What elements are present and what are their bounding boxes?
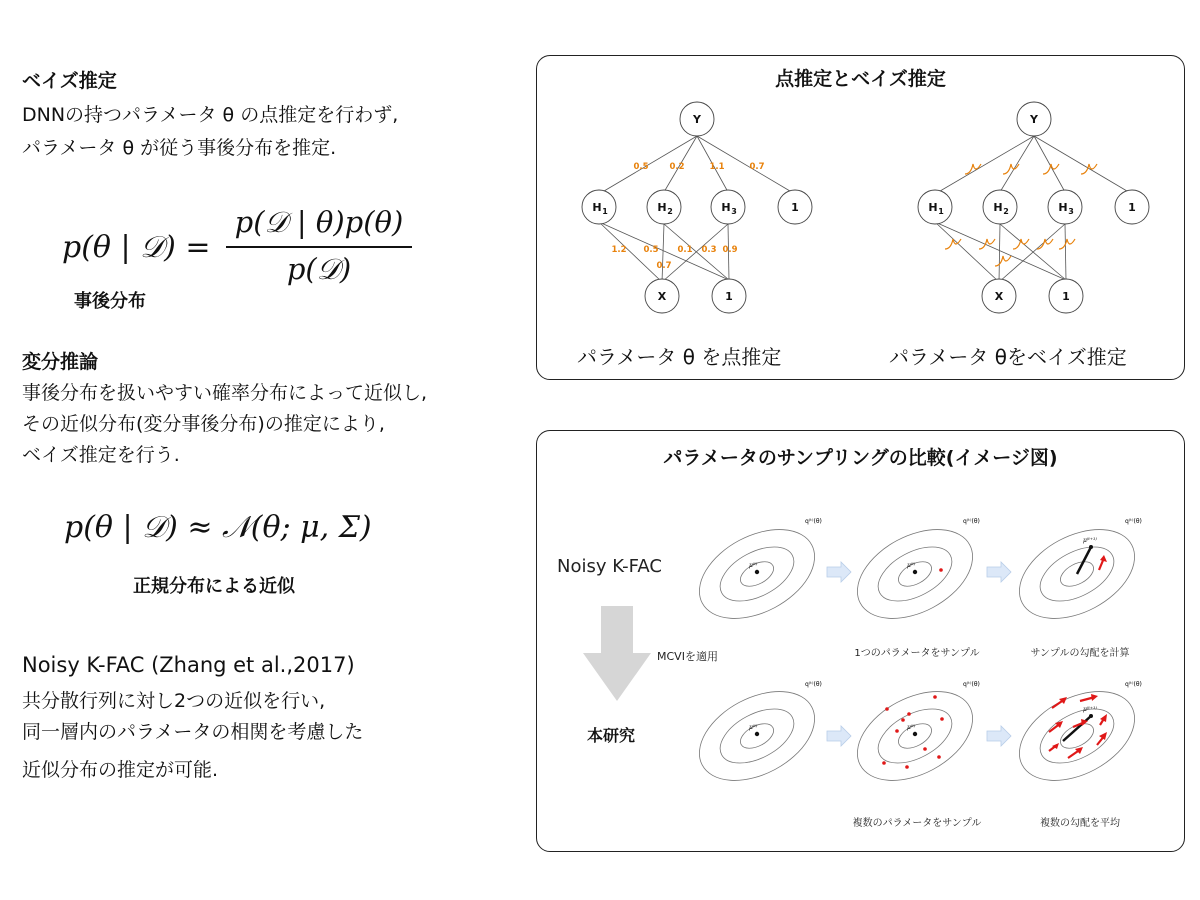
node-y-left-label: Y — [693, 113, 701, 126]
weight-label: 0.7 — [656, 261, 672, 271]
mean-point — [1089, 545, 1093, 549]
vi-heading: 変分推論 — [22, 351, 99, 373]
caption-compute-gradient: サンプルの勾配を計算 — [1030, 648, 1130, 659]
vi-line-3: ベイズ推定を行う. — [22, 444, 180, 466]
sample-points — [882, 695, 944, 769]
caption-point-estimate: パラメータ θ を点推定 — [577, 345, 782, 369]
q-label: q⁽ᵗ⁾(θ) — [963, 518, 980, 525]
q-label: q⁽ᵗ⁾(θ) — [1125, 681, 1142, 688]
vi-line-2: その近似分布(変分事後分布)の推定により, — [22, 413, 385, 435]
mu-label: μ⁽ᵗ⁾ — [907, 724, 916, 731]
sample-point — [939, 568, 943, 572]
node-h3-right-sub: 3 — [1068, 207, 1074, 216]
label-noisy-kfac: Noisy K-FAC — [557, 556, 662, 577]
panel-sampling-title: パラメータのサンプリングの比較(イメージ図) — [663, 447, 1058, 469]
point-estimate-network — [599, 136, 795, 282]
arrow-label-mcvi: MCVIを適用 — [657, 650, 718, 663]
equation-bayes-lhs: p(θ | 𝒟) = — [62, 230, 211, 265]
mean-point — [913, 732, 917, 736]
right-arrow-icon — [827, 562, 851, 582]
caption-sample-many: 複数のパラメータをサンプル — [852, 818, 982, 829]
node-bias-left-label: 1 — [791, 201, 799, 214]
caption-bayes-estimate: パラメータ θをベイズ推定 — [889, 345, 1127, 369]
q-label: q⁽ᵗ⁾(θ) — [963, 681, 980, 688]
weight-label: 0.2 — [669, 162, 685, 172]
weight-label: 0.9 — [722, 245, 738, 255]
gaussian-caption: 正規分布による近似 — [133, 576, 295, 597]
sampling-diagram — [537, 431, 1184, 851]
node-h3-left-sub: 3 — [731, 207, 737, 216]
ellipse-plot — [1004, 673, 1149, 798]
bayes-line-2: パラメータ θ が従う事後分布を推定. — [22, 137, 337, 159]
node-y-right-label: Y — [1030, 113, 1038, 126]
node-x-right-label: X — [994, 290, 1004, 303]
node-x-left-label: X — [657, 290, 667, 303]
mu-next-label: μ⁽ᵗ⁺¹⁾ — [1083, 706, 1097, 713]
mean-point — [1089, 714, 1093, 718]
right-arrow-icon — [987, 726, 1011, 746]
weight-label: 0.7 — [749, 162, 765, 172]
equation-bayes-denominator: p(𝒟) — [286, 252, 352, 286]
label-this-study: 本研究 — [587, 726, 636, 745]
equation-bayes-numerator: p(𝒟 | θ)p(θ) — [234, 205, 404, 239]
q-label: q⁽ᵗ⁾(θ) — [805, 681, 822, 688]
update-vector — [1063, 716, 1091, 741]
bayesian-network — [935, 136, 1132, 282]
caption-average-gradients: 複数の勾配を平均 — [1040, 818, 1120, 829]
node-xbias-right-label: 1 — [1062, 290, 1070, 303]
update-vector — [1077, 547, 1091, 574]
weight-label: 0.5 — [633, 162, 649, 172]
mu-label: μ⁽ᵗ⁾ — [749, 562, 758, 569]
weight-label: 1.1 — [709, 162, 725, 172]
node-h2-left-label: H — [657, 201, 667, 214]
right-arrow-icon — [827, 726, 851, 746]
mu-label: μ⁽ᵗ⁾ — [749, 724, 758, 731]
caption-sample-one: 1つのパラメータをサンプル — [854, 648, 980, 659]
fraction-bar — [226, 246, 412, 248]
kfac-line-3: 近似分布の推定が可能. — [22, 759, 219, 781]
bayes-heading: ベイズ推定 — [22, 70, 117, 92]
node-h2-right-label: H — [993, 201, 1003, 214]
node-h1-left-sub: 1 — [602, 207, 608, 216]
gradient-arrowhead — [1100, 555, 1107, 562]
panel-sampling-comparison — [536, 430, 1185, 852]
node-h2-right-sub: 2 — [1003, 207, 1009, 216]
node-h1-right-label: H — [928, 201, 938, 214]
mean-point — [913, 570, 917, 574]
node-bias-right-label: 1 — [1128, 201, 1136, 214]
mu-next-label: μ⁽ᵗ⁺¹⁾ — [1083, 537, 1097, 544]
node-h2-left-sub: 2 — [667, 207, 673, 216]
equation-gaussian: p(θ | 𝒟) ≈ 𝒩(θ; μ, Σ) — [64, 510, 372, 545]
kfac-line-2: 同一層内のパラメータの相関を考慮した — [22, 721, 364, 743]
weight-label: 1.2 — [611, 245, 627, 255]
vi-line-1: 事後分布を扱いやすい確率分布によって近似し, — [22, 382, 428, 404]
panel-point-vs-bayes-title: 点推定とベイズ推定 — [775, 68, 946, 90]
network-diagrams — [537, 56, 1184, 379]
mean-point — [755, 732, 759, 736]
mean-point — [755, 570, 759, 574]
bayes-line-1: DNNの持つパラメータ θ の点推定を行わず, — [22, 104, 399, 126]
posterior-caption: 事後分布 — [74, 291, 146, 312]
node-xbias-left-label: 1 — [725, 290, 733, 303]
kfac-heading: Noisy K-FAC (Zhang et al.,2017) — [22, 653, 355, 677]
q-label: q⁽ᵗ⁾(θ) — [805, 518, 822, 525]
mu-label: μ⁽ᵗ⁾ — [907, 562, 916, 569]
node-h1-left-label: H — [592, 201, 602, 214]
node-h1-right-sub: 1 — [938, 207, 944, 216]
down-arrow-icon — [583, 606, 651, 701]
panel-point-vs-bayes — [536, 55, 1185, 380]
weight-label: 0.1 — [677, 245, 693, 255]
node-h3-right-label: H — [1058, 201, 1068, 214]
weight-label: 0.3 — [701, 245, 717, 255]
right-arrow-icon — [987, 562, 1011, 582]
node-h3-left-label: H — [721, 201, 731, 214]
kfac-line-1: 共分散行列に対し2つの近似を行い, — [22, 690, 326, 712]
q-label: q⁽ᵗ⁾(θ) — [1125, 518, 1142, 525]
weight-label: 0.5 — [643, 245, 659, 255]
